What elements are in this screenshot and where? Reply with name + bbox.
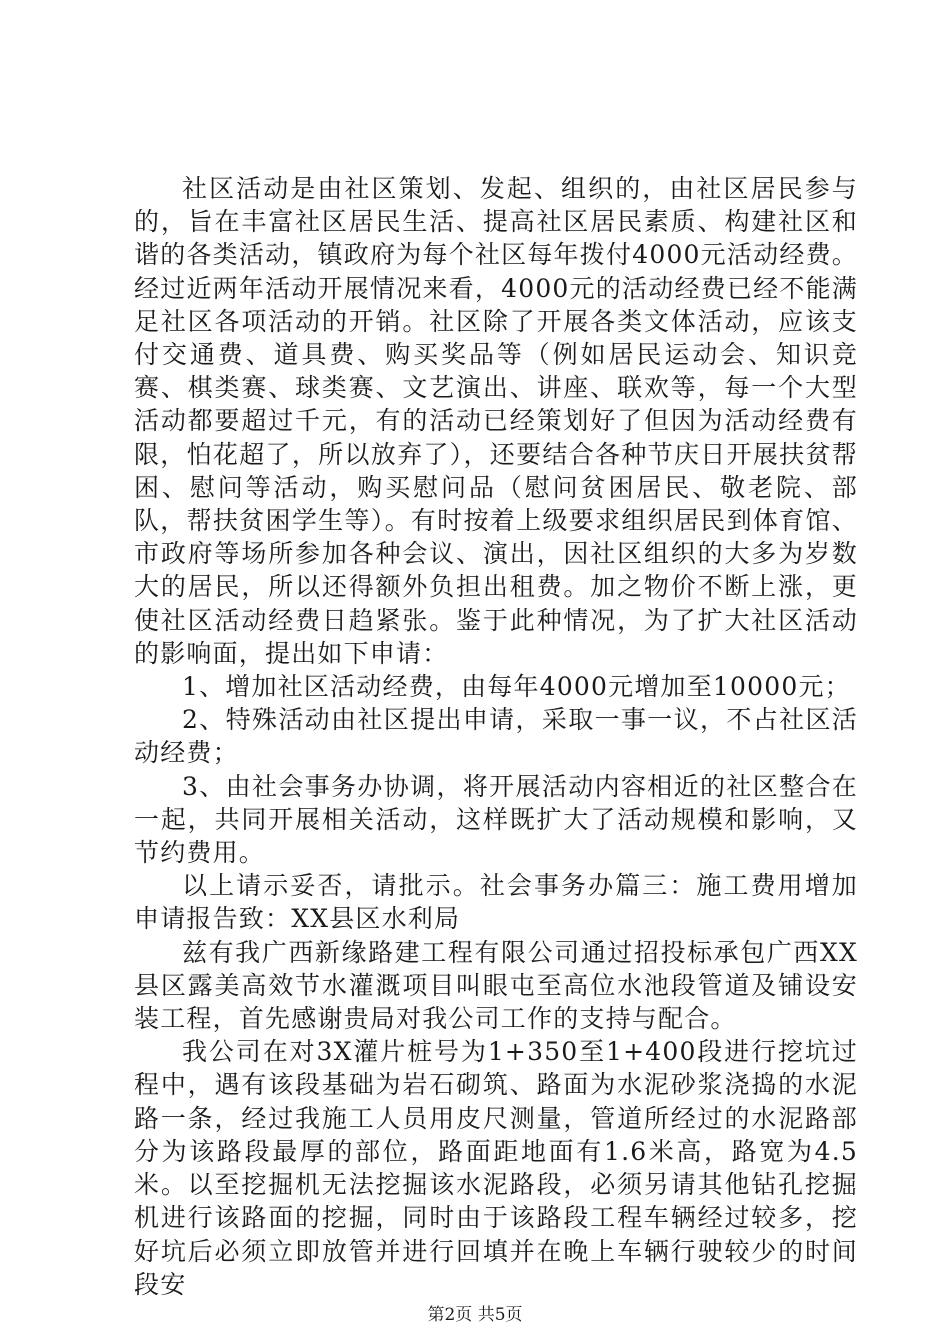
paragraph-contractor-intro: 兹有我广西新缘路建工程有限公司通过招投标承包广西XX县区露美高效节水灌溉项目叫眼屯至高位水池段管道及铺设安装工程，首先感谢贵局对我公司工作的支持与配合。 [134, 937, 858, 1034]
paragraph-closing-and-section-three: 以上请示妥否，请批示。社会事务办篇三：施工费用增加申请报告致：XX县区水利局 [134, 871, 858, 934]
request-item-1: 1、增加社区活动经费，由每年4000元增加至10000元； [182, 672, 851, 702]
request-item-3: 3、由社会事务办协调，将开展活动内容相近的社区整合在一起，共同开展相关活动，这样既扩大了活动规模和影响，又节约费用。 [134, 771, 858, 868]
paragraph-activity-funding: 社区活动是由社区策划、发起、组织的，由社区居民参与的，旨在丰富社区居民生活、提高社区居民素质、构建社区和谐的各类活动，镇政府为每个社区每年拨付4000元活动经费。经过近两年活动开展情况来看，4000元的活动经费已经不能满足社区各项活动的开销。社区除了开展各类文体活动，应该支付交通费、道具费、购买奖品等（例如居民运动会、知识竞赛、棋类赛、球类赛、文艺演出、讲座、联欢等，每一个大型活动都要超过千元，有的活动已经策划好了但因为活动经费有限，怕花超了，所以放弃了），还要结合各种节庆日开展扶贫帮困、慰问等活动，购买慰问品（慰问贫困居民、敬老院、部队，帮扶贫困学生等）。有时按着上级要求组织居民到体育馆、市政府等场所参加各种会议、演出，因社区组织的大多为岁数大的居民，所以还得额外负担出租费。加之物价不断上涨，更使社区活动经费日趋紧张。鉴于此种情况，为了扩大社区活动的影响面，提出如下申请： [134, 174, 858, 668]
page-number-footer: 第2页 共5页 [427, 1305, 523, 1325]
request-item-2: 2、特殊活动由社区提出申请，采取一事一议，不占社区活动经费； [134, 705, 858, 768]
paragraph-construction-details: 我公司在对3X灌片桩号为1+350至1+400段进行挖坑过程中，遇有该段基础为岩石砌筑、路面为水泥砂浆浇捣的水泥路一条，经过我施工人员用皮尺测量，管道所经过的水泥路部分为该路段最厚的部位，路面距地面有1.6米高，路宽为4.5米。以至挖掘机无法挖掘该水泥路段，必须另请其他钻孔挖掘机进行该路面的挖掘，同时由于该路段工程车辆经过较多，挖好坑后必须立即放管并进行回填并在晚上车辆行驶较少的时间段安 [134, 1037, 858, 1299]
document-body [134, 172, 858, 1301]
